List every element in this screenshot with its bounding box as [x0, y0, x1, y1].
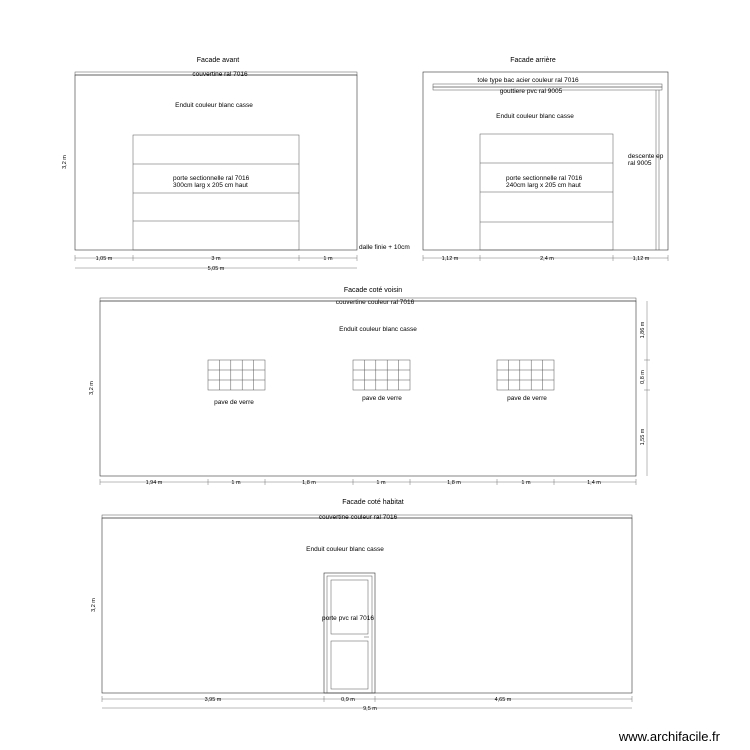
rear-downpipe — [656, 90, 659, 250]
side-dim-7: 1,4 m — [587, 480, 601, 486]
side-roof-label: couvertine couleur ral 7016 — [335, 299, 415, 306]
front-total-dim: 5,05 m — [207, 266, 225, 272]
front-door-label: porte sectionnelle ral 7016 — [173, 175, 250, 182]
home-wall — [102, 518, 632, 693]
side-dim-4: 1 m — [376, 480, 386, 486]
front-door-size: 300cm larg x 205 cm haut — [173, 182, 248, 189]
glass-block-3-label: pave de verre — [507, 395, 547, 402]
home-dim-2: 0,9 m — [341, 697, 355, 703]
rear-sectional-door — [480, 134, 613, 250]
front-title: Facade avant — [196, 57, 240, 64]
home-height-dim: 3,2 m — [91, 598, 97, 612]
side-vdim-2: 0,8 m — [640, 370, 646, 384]
pvc-door — [321, 573, 375, 693]
home-dim-1: 3,95 m — [204, 697, 222, 703]
rear-gutter-label: gouttiere pvc ral 9005 — [499, 88, 563, 95]
rear-downpipe-label: descente ep — [628, 153, 664, 160]
glass-block-2-label: pave de verre — [362, 395, 402, 402]
side-dim-line — [100, 479, 636, 485]
front-sectional-door — [133, 135, 299, 250]
side-dim-5: 1,8 m — [447, 480, 461, 486]
front-dim-2: 3 m — [211, 256, 221, 262]
front-slab-label: dalle finie + 10cm — [359, 244, 410, 251]
rear-render-label: Enduit couleur blanc casse — [496, 113, 574, 120]
archifacile-watermark[interactable]: www.archifacile.fr — [618, 729, 720, 744]
home-title: Facade coté habitat — [342, 499, 404, 506]
rear-roof-label: tole type bac acier couleur ral 7016 — [477, 77, 579, 84]
rear-dim-3: 1,12 m — [632, 256, 650, 262]
front-facade — [62, 57, 410, 272]
rear-title: Facade arrière — [510, 57, 556, 64]
glass-block-1 — [208, 360, 265, 390]
side-dim-1: 1,94 m — [145, 480, 163, 486]
side-title: Facade coté voisin — [343, 287, 403, 294]
side-dim-3: 1,8 m — [302, 480, 316, 486]
front-roof-label: couvertine ral 7016 — [192, 71, 248, 78]
front-render-label: Enduit couleur blanc casse — [175, 102, 253, 109]
front-dim-3: 1 m — [323, 256, 333, 262]
neighbour-facade — [89, 287, 650, 486]
home-dim-3: 4,65 m — [494, 697, 512, 703]
home-facade — [91, 499, 632, 712]
home-total-dim: 9,5 m — [363, 706, 377, 712]
home-dim-line — [102, 696, 632, 702]
rear-door-size: 240cm larg x 205 cm haut — [506, 182, 581, 189]
side-dim-2: 1 m — [231, 480, 241, 486]
home-roof-label: couvertine couleur ral 7016 — [318, 514, 398, 521]
rear-roof-sheet — [433, 84, 662, 87]
rear-dim-1: 1,12 m — [441, 256, 459, 262]
glass-block-3 — [497, 360, 554, 390]
side-vdim-1: 1,86 m — [640, 321, 646, 339]
side-vdim-3: 1,55 m — [640, 428, 646, 446]
home-render-label: Enduit couleur blanc casse — [306, 546, 384, 553]
side-render-label: Enduit couleur blanc casse — [339, 326, 417, 333]
side-dim-6: 1 m — [521, 480, 531, 486]
side-height-dim: 3,2 m — [89, 381, 95, 395]
front-dim-1: 1,05 m — [95, 256, 113, 262]
front-height-dim: 3,2 m — [62, 155, 68, 169]
glass-block-2 — [353, 360, 410, 390]
rear-downpipe-color: ral 9005 — [628, 160, 652, 167]
rear-door-label: porte sectionnelle ral 7016 — [506, 175, 583, 182]
glass-block-1-label: pave de verre — [214, 399, 254, 406]
rear-facade — [423, 57, 668, 262]
home-door-label: porte pvc ral 7016 — [321, 615, 375, 622]
rear-dim-2: 2,4 m — [540, 256, 554, 262]
